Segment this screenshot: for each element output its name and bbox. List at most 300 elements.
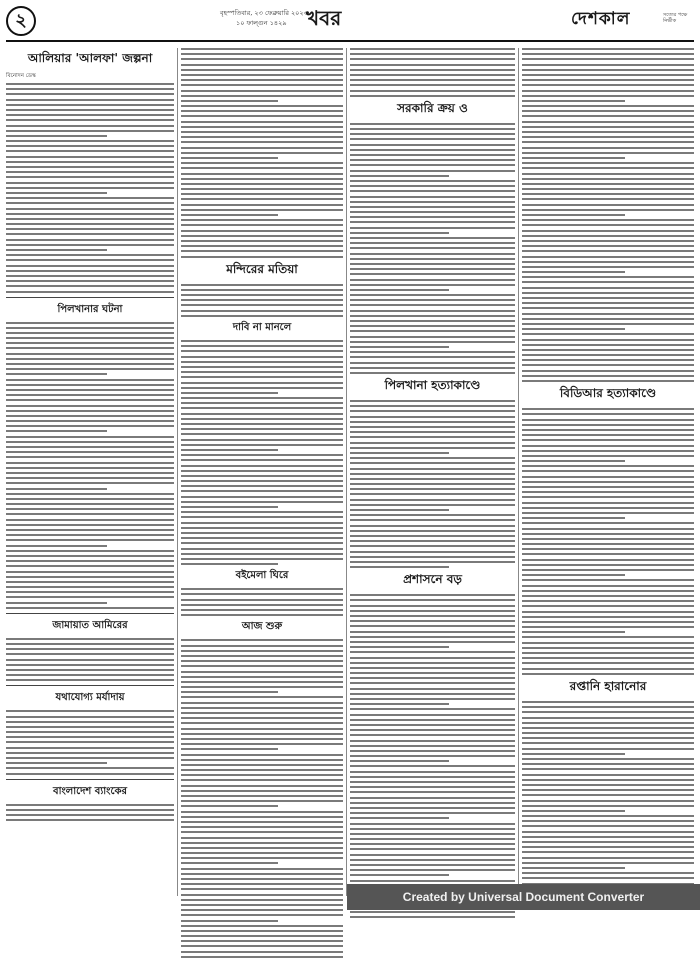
text-line: [181, 235, 343, 237]
headline-govt-purchase: সরকারি ক্রয় ও: [397, 100, 468, 115]
text-line: [522, 224, 694, 226]
text-line: [6, 814, 174, 816]
text-line: [522, 328, 625, 330]
text-line: [181, 152, 343, 154]
text-line: [350, 869, 515, 871]
text-line: [522, 774, 694, 776]
text-line: [6, 202, 174, 204]
text-line: [350, 667, 515, 669]
body-text: [522, 701, 694, 895]
text-line: [522, 344, 694, 346]
text-line: [522, 789, 694, 791]
text-line: [181, 501, 343, 503]
text-line: [6, 757, 174, 759]
text-line: [350, 817, 449, 819]
text-line: [181, 522, 343, 524]
text-line: [181, 475, 343, 477]
text-line: [181, 951, 343, 953]
text-line: [350, 196, 515, 198]
text-line: [181, 743, 343, 745]
text-line: [350, 566, 449, 568]
text-line: [6, 156, 174, 158]
text-line: [350, 362, 515, 364]
column-divider: [177, 48, 178, 896]
text-line: [350, 48, 515, 50]
text-line: [350, 421, 515, 423]
text-line: [181, 299, 343, 301]
text-line: [350, 478, 515, 480]
divider: [6, 685, 174, 686]
text-line: [350, 351, 515, 353]
text-line: [350, 211, 515, 213]
text-line: [181, 532, 343, 534]
text-line: [522, 825, 694, 827]
text-line: [350, 180, 515, 182]
text-line: [6, 405, 174, 407]
text-line: [181, 816, 343, 818]
text-line: [350, 79, 515, 81]
text-line: [350, 221, 515, 223]
text-line: [350, 724, 515, 726]
text-line: [181, 904, 343, 906]
text-line: [522, 375, 694, 377]
text-line: [350, 452, 449, 454]
text-line: [350, 740, 515, 742]
text-line: [181, 157, 278, 159]
text-line: [181, 748, 278, 750]
text-line: [181, 831, 343, 833]
text-line: [6, 638, 174, 640]
text-line: [6, 710, 174, 712]
text-line: [181, 366, 343, 368]
text-line: [522, 815, 694, 817]
text-line: [350, 610, 515, 612]
text-line: [6, 259, 174, 261]
text-line: [181, 136, 343, 138]
text-line: [181, 147, 343, 149]
text-line: [350, 294, 515, 296]
text-line: [6, 648, 174, 650]
text-line: [181, 459, 343, 461]
text-line: [522, 434, 694, 436]
text-line: [181, 131, 343, 133]
bangla-date-line: ১০ ফাল্গুন ১৪২৯: [236, 19, 287, 27]
text-line: [522, 543, 694, 545]
text-line: [181, 465, 343, 467]
text-line: [181, 920, 278, 922]
text-line: [6, 228, 174, 230]
text-line: [522, 722, 694, 724]
text-line: [350, 128, 515, 130]
text-line: [6, 736, 174, 738]
text-line: [181, 490, 343, 492]
text-line: [522, 846, 694, 848]
text-line: [6, 270, 174, 272]
text-line: [181, 480, 343, 482]
text-line: [181, 69, 343, 71]
text-line: [522, 717, 694, 719]
text-line: [181, 614, 343, 616]
text-line: [181, 141, 343, 143]
text-line: [181, 485, 343, 487]
headline-administration: প্রশাসনে বড়: [403, 572, 462, 587]
text-line: [181, 548, 343, 550]
body-text: [181, 284, 343, 317]
body-text: [181, 588, 343, 616]
text-line: [522, 548, 694, 550]
text-line: [350, 535, 515, 537]
text-line: [522, 183, 694, 185]
text-line: [350, 138, 515, 140]
text-line: [522, 95, 694, 97]
text-line: [522, 585, 694, 587]
text-line: [350, 268, 515, 270]
text-line: [522, 450, 694, 452]
text-line: [6, 244, 174, 246]
text-line: [350, 651, 515, 653]
text-line: [6, 581, 174, 583]
text-line: [350, 755, 515, 757]
text-line: [522, 256, 694, 258]
text-line: [6, 399, 174, 401]
text-line: [350, 144, 515, 146]
text-line: [6, 368, 174, 370]
text-line: [181, 387, 343, 389]
column-divider: [346, 48, 347, 896]
text-line: [6, 135, 107, 137]
text-line: [350, 447, 515, 449]
text-line: [6, 83, 174, 85]
text-line: [350, 802, 515, 804]
text-line: [181, 84, 343, 86]
text-line: [350, 848, 515, 850]
text-line: [350, 657, 515, 659]
text-line: [522, 517, 625, 519]
text-line: [181, 224, 343, 226]
text-line: [6, 145, 174, 147]
text-line: [6, 809, 174, 811]
text-line: [350, 483, 515, 485]
text-line: [350, 838, 515, 840]
text-line: [181, 537, 343, 539]
text-line: [522, 157, 625, 159]
text-line: [181, 407, 343, 409]
text-line: [181, 511, 343, 513]
text-line: [6, 477, 174, 479]
text-line: [350, 791, 515, 793]
text-line: [181, 769, 343, 771]
text-line: [6, 482, 174, 484]
text-line: [181, 423, 343, 425]
text-line: [181, 350, 343, 352]
text-line: [522, 502, 694, 504]
byline: বিনোদন ডেস্ক: [6, 73, 36, 79]
text-line: [181, 284, 343, 286]
text-line: [6, 679, 174, 681]
text-line: [350, 545, 515, 547]
text-line: [6, 233, 174, 235]
text-line: [522, 605, 694, 607]
text-line: [522, 313, 694, 315]
text-line: [6, 767, 174, 769]
text-line: [522, 631, 625, 633]
headline-pilkhana-killing: পিলখানা হত্যাকাণ্ডে: [384, 378, 481, 393]
text-line: [6, 161, 174, 163]
text-line: [181, 759, 343, 761]
text-line: [181, 167, 343, 169]
text-line: [6, 119, 174, 121]
text-line: [350, 807, 515, 809]
text-line: [522, 147, 694, 149]
text-line: [6, 467, 174, 469]
text-line: [6, 353, 174, 355]
text-line: [6, 363, 174, 365]
text-line: [6, 176, 174, 178]
text-line: [522, 522, 694, 524]
text-line: [6, 508, 174, 510]
text-line: [522, 318, 694, 320]
text-line: [350, 636, 515, 638]
text-line: [522, 245, 694, 247]
text-line: [181, 676, 343, 678]
text-line: [181, 214, 278, 216]
text-line: [6, 213, 174, 215]
text-line: [6, 415, 174, 417]
text-line: [181, 382, 343, 384]
text-line: [350, 410, 515, 412]
text-line: [350, 405, 515, 407]
column-1: [6, 48, 174, 824]
text-line: [522, 727, 694, 729]
text-line: [522, 636, 694, 638]
text-line: [6, 379, 174, 381]
text-line: [522, 219, 694, 221]
text-line: [522, 110, 694, 112]
text-line: [6, 223, 174, 225]
text-line: [350, 615, 515, 617]
text-line: [6, 503, 174, 505]
text-line: [181, 310, 343, 312]
text-line: [522, 553, 694, 555]
headline-pilkhana: পিলখানার ঘটনা: [57, 303, 123, 315]
text-line: [522, 758, 694, 760]
text-line: [6, 653, 174, 655]
text-line: [522, 79, 694, 81]
text-line: [6, 99, 174, 101]
text-line: [522, 507, 694, 509]
text-line: [350, 416, 515, 418]
text-line: [181, 609, 343, 611]
text-line: [522, 763, 694, 765]
text-line: [181, 58, 343, 60]
text-line: [181, 909, 343, 911]
text-line: [6, 265, 174, 267]
text-line: [522, 209, 694, 211]
text-line: [522, 307, 694, 309]
text-line: [181, 506, 278, 508]
text-line: [181, 198, 343, 200]
text-line: [522, 569, 694, 571]
text-line: [350, 310, 515, 312]
text-line: [522, 559, 694, 561]
text-line: [350, 237, 515, 239]
text-line: [350, 719, 515, 721]
text-line: [522, 419, 694, 421]
text-line: [350, 159, 515, 161]
text-line: [181, 115, 343, 117]
text-line: [350, 519, 515, 521]
text-line: [181, 888, 343, 890]
text-line: [350, 320, 515, 322]
text-line: [6, 430, 107, 432]
text-line: [181, 397, 343, 399]
text-line: [181, 64, 343, 66]
text-line: [522, 611, 694, 613]
text-line: [350, 797, 515, 799]
text-line: [522, 872, 694, 874]
text-line: [350, 164, 515, 166]
text-line: [522, 673, 694, 675]
text-line: [6, 493, 174, 495]
text-line: [181, 402, 343, 404]
text-line: [350, 247, 515, 249]
text-line: [350, 289, 449, 291]
text-line: [6, 239, 174, 241]
text-line: [522, 193, 694, 195]
text-line: [181, 956, 343, 958]
text-line: [350, 812, 515, 814]
text-line: [522, 167, 694, 169]
text-line: [181, 785, 343, 787]
body-text: [350, 400, 515, 568]
text-line: [350, 688, 515, 690]
text-line: [6, 394, 174, 396]
text-line: [350, 436, 515, 438]
text-line: [6, 773, 174, 775]
text-line: [181, 162, 343, 164]
text-line: [350, 175, 449, 177]
text-line: [181, 516, 343, 518]
text-line: [6, 462, 174, 464]
text-line: [522, 491, 694, 493]
text-line: [181, 940, 343, 942]
text-line: [350, 662, 515, 664]
text-line: [181, 707, 343, 709]
text-line: [350, 341, 515, 343]
text-line: [6, 591, 174, 593]
text-line: [181, 315, 343, 317]
text-line: [522, 121, 694, 123]
text-line: [6, 114, 174, 116]
text-line: [181, 371, 343, 373]
text-line: [522, 820, 694, 822]
body-text: [6, 804, 174, 822]
text-line: [522, 370, 694, 372]
text-line: [350, 206, 515, 208]
text-line: [350, 473, 515, 475]
text-line: [522, 141, 694, 143]
text-line: [181, 193, 343, 195]
text-line: [6, 643, 174, 645]
text-line: [181, 428, 343, 430]
text-line: [181, 686, 343, 688]
text-line: [350, 786, 515, 788]
text-line: [181, 439, 343, 441]
text-line: [350, 431, 515, 433]
page-number: ২: [6, 6, 36, 36]
text-line: [181, 842, 343, 844]
text-line: [350, 708, 515, 710]
text-line: [181, 945, 343, 947]
text-line: [181, 795, 343, 797]
text-line: [522, 528, 694, 530]
text-line: [350, 123, 515, 125]
text-line: [350, 620, 515, 622]
text-line: [6, 721, 174, 723]
text-line: [350, 525, 515, 527]
headline-book-fair: বইমেলা ঘিরে: [235, 570, 289, 582]
text-line: [522, 261, 694, 263]
text-line: [522, 250, 694, 252]
text-line: [6, 218, 174, 220]
text-line: [181, 173, 343, 175]
text-line: [181, 289, 343, 291]
text-line: [6, 436, 174, 438]
text-line: [350, 729, 515, 731]
text-line: [522, 794, 694, 796]
text-line: [350, 58, 515, 60]
text-line: [6, 550, 174, 552]
text-line: [350, 216, 515, 218]
text-line: [522, 287, 694, 289]
text-line: [181, 733, 343, 735]
text-line: [350, 682, 515, 684]
text-line: [181, 599, 343, 601]
text-line: [522, 662, 694, 664]
text-line: [181, 774, 343, 776]
text-line: [6, 373, 107, 375]
text-line: [350, 488, 515, 490]
text-line: [522, 590, 694, 592]
text-line: [6, 337, 174, 339]
text-line: [6, 819, 174, 821]
text-line: [522, 281, 694, 283]
text-line: [350, 698, 515, 700]
text-line: [522, 230, 694, 232]
text-line: [350, 232, 449, 234]
text-line: [6, 140, 174, 142]
text-line: [181, 340, 343, 342]
text-line: [350, 190, 515, 192]
text-line: [522, 579, 694, 581]
text-line: [350, 53, 515, 55]
text-line: [181, 717, 343, 719]
text-line: [181, 847, 343, 849]
text-line: [350, 916, 515, 918]
text-line: [181, 800, 343, 802]
text-line: [522, 470, 694, 472]
text-line: [6, 576, 174, 578]
text-line: [181, 454, 343, 456]
text-line: [350, 843, 515, 845]
text-line: [522, 74, 694, 76]
text-line: [181, 204, 343, 206]
text-line: [350, 509, 449, 511]
text-line: [350, 426, 515, 428]
text-line: [522, 354, 694, 356]
text-line: [350, 703, 449, 705]
headline-bdr-killing: বিডিআর হত্যাকাণ্ডে: [559, 386, 657, 401]
